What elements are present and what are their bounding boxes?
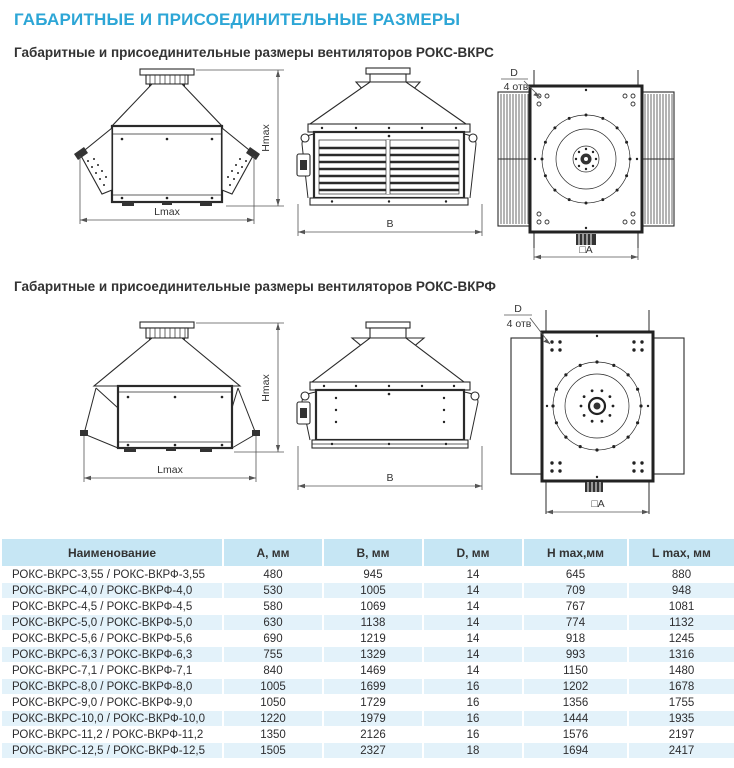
vkrs-side-view-drawing bbox=[292, 64, 490, 264]
cell-name: РОКС-ВКРС-3,55 / РОКС-ВКРФ-3,55 bbox=[1, 567, 223, 583]
cell-h: 767 bbox=[523, 599, 628, 615]
vkrf-front-view-drawing bbox=[6, 298, 292, 522]
hmax-dimension-label: Hmax bbox=[260, 124, 272, 152]
cell-l: 1081 bbox=[628, 599, 734, 615]
cell-h: 1202 bbox=[523, 679, 628, 695]
cell-d: 18 bbox=[423, 743, 523, 759]
cell-l: 1480 bbox=[628, 663, 734, 679]
d-dimension-label: D bbox=[514, 303, 522, 315]
cell-d: 14 bbox=[423, 647, 523, 663]
cell-h: 1150 bbox=[523, 663, 628, 679]
cell-b: 1729 bbox=[323, 695, 423, 711]
table-row bbox=[1, 695, 734, 711]
cell-h: 1694 bbox=[523, 743, 628, 759]
vkrs-top-view-drawing bbox=[488, 64, 734, 264]
table-row bbox=[1, 647, 734, 663]
table-row bbox=[1, 567, 734, 583]
cell-name: РОКС-ВКРС-8,0 / РОКС-ВКРФ-8,0 bbox=[1, 679, 223, 695]
lmax-dimension-label: Lmax bbox=[154, 206, 180, 218]
cell-name: РОКС-ВКРС-7,1 / РОКС-ВКРФ-7,1 bbox=[1, 663, 223, 679]
cell-a: 630 bbox=[223, 615, 323, 631]
cell-a: 1350 bbox=[223, 727, 323, 743]
cell-h: 645 bbox=[523, 567, 628, 583]
col-header-name: Наименование bbox=[1, 539, 223, 567]
cell-b: 945 bbox=[323, 567, 423, 583]
cell-a: 1220 bbox=[223, 711, 323, 727]
cell-d: 14 bbox=[423, 583, 523, 599]
cell-l: 1678 bbox=[628, 679, 734, 695]
table-row bbox=[1, 599, 734, 615]
b-dimension-label: B bbox=[386, 218, 394, 230]
cell-b: 1469 bbox=[323, 663, 423, 679]
cell-d: 16 bbox=[423, 679, 523, 695]
col-header-lmax: L max, мм bbox=[628, 539, 734, 567]
cell-name: РОКС-ВКРС-5,0 / РОКС-ВКРФ-5,0 bbox=[1, 615, 223, 631]
table-header-row bbox=[1, 539, 734, 567]
cell-l: 1755 bbox=[628, 695, 734, 711]
cell-h: 1356 bbox=[523, 695, 628, 711]
cell-d: 14 bbox=[423, 663, 523, 679]
cell-l: 1245 bbox=[628, 631, 734, 647]
cell-b: 1699 bbox=[323, 679, 423, 695]
d-dimension-label: D bbox=[510, 67, 518, 79]
page-title: ГАБАРИТНЫЕ И ПРИСОЕДИНИТЕЛЬНЫЕ РАЗМЕРЫ bbox=[14, 10, 461, 29]
cell-h: 993 bbox=[523, 647, 628, 663]
col-header-a: А, мм bbox=[223, 539, 323, 567]
cell-d: 14 bbox=[423, 599, 523, 615]
cell-a: 530 bbox=[223, 583, 323, 599]
holes-count-label: 4 отв bbox=[506, 318, 532, 330]
cell-h: 918 bbox=[523, 631, 628, 647]
cell-h: 774 bbox=[523, 615, 628, 631]
vkrf-drawings-row bbox=[0, 298, 734, 524]
cell-a: 1050 bbox=[223, 695, 323, 711]
table-row bbox=[1, 663, 734, 679]
cell-a: 840 bbox=[223, 663, 323, 679]
col-header-hmax: Н max,мм bbox=[523, 539, 628, 567]
cell-l: 1316 bbox=[628, 647, 734, 663]
cell-d: 14 bbox=[423, 567, 523, 583]
cell-a: 1505 bbox=[223, 743, 323, 759]
vkrs-drawings-row bbox=[0, 64, 734, 264]
dimensions-table bbox=[0, 538, 734, 759]
cell-d: 16 bbox=[423, 711, 523, 727]
vkrf-top-view-drawing bbox=[488, 298, 734, 522]
table-row bbox=[1, 711, 734, 727]
cell-b: 1005 bbox=[323, 583, 423, 599]
cell-b: 1138 bbox=[323, 615, 423, 631]
cell-h: 709 bbox=[523, 583, 628, 599]
cell-l: 2417 bbox=[628, 743, 734, 759]
holes-count-label: 4 отв bbox=[503, 81, 529, 93]
table-row bbox=[1, 631, 734, 647]
cell-l: 1132 bbox=[628, 615, 734, 631]
table-row bbox=[1, 583, 734, 599]
table-row bbox=[1, 743, 734, 759]
col-header-d: D, мм bbox=[423, 539, 523, 567]
cell-name: РОКС-ВКРС-4,5 / РОКС-ВКРФ-4,5 bbox=[1, 599, 223, 615]
cell-b: 1329 bbox=[323, 647, 423, 663]
table-row bbox=[1, 615, 734, 631]
cell-name: РОКС-ВКРС-5,6 / РОКС-ВКРФ-5,6 bbox=[1, 631, 223, 647]
cell-d: 14 bbox=[423, 631, 523, 647]
cell-name: РОКС-ВКРС-12,5 / РОКС-ВКРФ-12,5 bbox=[1, 743, 223, 759]
cell-name: РОКС-ВКРС-9,0 / РОКС-ВКРФ-9,0 bbox=[1, 695, 223, 711]
vkrf-side-view-drawing bbox=[292, 298, 490, 522]
table-row bbox=[1, 727, 734, 743]
col-header-b: В, мм bbox=[323, 539, 423, 567]
cell-b: 2327 bbox=[323, 743, 423, 759]
table-row bbox=[1, 679, 734, 695]
cell-l: 880 bbox=[628, 567, 734, 583]
b-dimension-label: B bbox=[386, 472, 394, 484]
cell-d: 16 bbox=[423, 727, 523, 743]
cell-l: 948 bbox=[628, 583, 734, 599]
cell-h: 1576 bbox=[523, 727, 628, 743]
cell-d: 14 bbox=[423, 615, 523, 631]
cell-a: 580 bbox=[223, 599, 323, 615]
cell-h: 1444 bbox=[523, 711, 628, 727]
cell-b: 2126 bbox=[323, 727, 423, 743]
vkrf-section-subtitle: Габаритные и присоединительные размеры вентиляторов РОКС-ВКРФ bbox=[14, 279, 496, 294]
a-dimension-label: □A bbox=[591, 498, 605, 510]
cell-a: 755 bbox=[223, 647, 323, 663]
cell-l: 1935 bbox=[628, 711, 734, 727]
cell-d: 16 bbox=[423, 695, 523, 711]
hmax-dimension-label: Hmax bbox=[260, 374, 272, 402]
vkrs-front-view-drawing bbox=[6, 64, 292, 264]
cell-b: 1069 bbox=[323, 599, 423, 615]
cell-b: 1979 bbox=[323, 711, 423, 727]
cell-l: 2197 bbox=[628, 727, 734, 743]
cell-b: 1219 bbox=[323, 631, 423, 647]
cell-a: 690 bbox=[223, 631, 323, 647]
cell-a: 1005 bbox=[223, 679, 323, 695]
vkrs-section-subtitle: Габаритные и присоединительные размеры вентиляторов РОКС-ВКРС bbox=[14, 45, 494, 60]
cell-name: РОКС-ВКРС-10,0 / РОКС-ВКРФ-10,0 bbox=[1, 711, 223, 727]
cell-a: 480 bbox=[223, 567, 323, 583]
cell-name: РОКС-ВКРС-4,0 / РОКС-ВКРФ-4,0 bbox=[1, 583, 223, 599]
lmax-dimension-label: Lmax bbox=[157, 464, 183, 476]
a-dimension-label: □A bbox=[579, 244, 593, 256]
cell-name: РОКС-ВКРС-6,3 / РОКС-ВКРФ-6,3 bbox=[1, 647, 223, 663]
cell-name: РОКС-ВКРС-11,2 / РОКС-ВКРФ-11,2 bbox=[1, 727, 223, 743]
